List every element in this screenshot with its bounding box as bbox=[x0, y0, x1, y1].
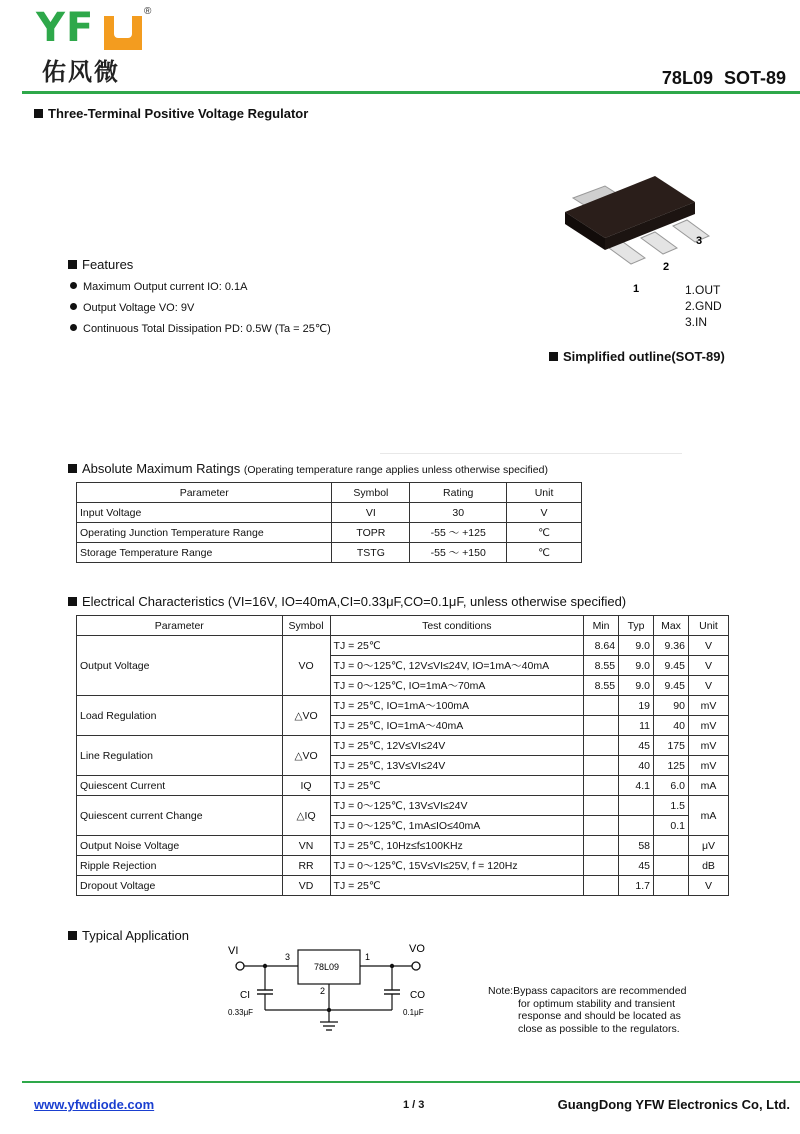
cell-max bbox=[654, 876, 689, 896]
application-heading: Typical Application bbox=[68, 928, 189, 943]
col-unit: Unit bbox=[507, 483, 582, 503]
cell-min bbox=[584, 876, 619, 896]
pin-in-number: 3 bbox=[285, 952, 291, 962]
col-test-conditions: Test conditions bbox=[330, 616, 584, 636]
cell-typ bbox=[619, 796, 654, 816]
pin-number-1: 1 bbox=[633, 283, 640, 295]
table-row bbox=[77, 856, 729, 876]
cell-parameter: Input Voltage bbox=[77, 503, 332, 523]
cell-unit: dB bbox=[688, 856, 728, 876]
cell-parameter: Dropout Voltage bbox=[77, 876, 283, 896]
feature-item: Maximum Output current IO: 0.1A bbox=[70, 280, 331, 301]
table-header-row bbox=[77, 616, 729, 636]
pin-number-3: 3 bbox=[696, 235, 703, 247]
cell-typ: 45 bbox=[619, 856, 654, 876]
page-number: 1 / 3 bbox=[403, 1099, 425, 1111]
col-parameter: Parameter bbox=[77, 483, 332, 503]
cell-min: 8.64 bbox=[584, 636, 619, 656]
cell-rating: -55 ～ +150 bbox=[410, 543, 507, 563]
col-max: Max bbox=[654, 616, 689, 636]
cell-min: 8.55 bbox=[584, 676, 619, 696]
cell-symbol: IQ bbox=[282, 776, 330, 796]
abs-max-heading: Absolute Maximum Ratings (Operating temperature range applies unless otherwise specified) bbox=[68, 461, 548, 476]
cell-symbol: △VO bbox=[282, 736, 330, 776]
cell-symbol: △IQ bbox=[282, 796, 330, 836]
cell-parameter: Output Voltage bbox=[77, 636, 283, 696]
col-symbol: Symbol bbox=[332, 483, 410, 503]
cell-min bbox=[584, 716, 619, 736]
note-line: close as possible to the regulators. bbox=[518, 1022, 680, 1035]
document-title: Three-Terminal Positive Voltage Regulator bbox=[34, 106, 308, 121]
cell-max bbox=[654, 856, 689, 876]
electrical-heading: Electrical Characteristics (VI=16V, IO=40mA,CI=0.33μF,CO=0.1μF, unless otherwise specified) bbox=[68, 594, 626, 609]
cell-typ: 9.0 bbox=[619, 676, 654, 696]
table-row bbox=[77, 876, 729, 896]
ci-label: CI bbox=[240, 990, 250, 1001]
table-row bbox=[77, 543, 582, 563]
vo-label: VO bbox=[409, 943, 425, 955]
pin-gnd-number: 2 bbox=[320, 986, 326, 996]
pin-3-label: 3.IN bbox=[685, 315, 708, 329]
cell-test-condition: TJ = 25℃ bbox=[330, 876, 584, 896]
col-unit: Unit bbox=[688, 616, 728, 636]
cell-min bbox=[584, 756, 619, 776]
cell-unit: V bbox=[688, 876, 728, 896]
cell-unit: mV bbox=[688, 756, 728, 776]
cell-unit: μV bbox=[688, 836, 728, 856]
registered-mark: ® bbox=[144, 6, 152, 17]
cell-parameter: Load Regulation bbox=[77, 696, 283, 736]
cell-unit: V bbox=[507, 503, 582, 523]
cell-rating: 30 bbox=[410, 503, 507, 523]
cell-min bbox=[584, 836, 619, 856]
table-row bbox=[77, 636, 729, 656]
cell-max: 0.1 bbox=[654, 816, 689, 836]
co-label: CO bbox=[410, 990, 425, 1001]
note-line: for optimum stability and transient bbox=[518, 997, 675, 1010]
cell-parameter: Line Regulation bbox=[77, 736, 283, 776]
cell-max: 90 bbox=[654, 696, 689, 716]
company-logo bbox=[36, 6, 156, 86]
outline-caption: Simplified outline(SOT-89) bbox=[549, 349, 725, 364]
cell-min bbox=[584, 736, 619, 756]
cell-parameter: Ripple Rejection bbox=[77, 856, 283, 876]
electrical-characteristics-table bbox=[76, 615, 729, 896]
table-row bbox=[77, 736, 729, 756]
cell-max: 9.45 bbox=[654, 676, 689, 696]
cell-symbol: VI bbox=[332, 503, 410, 523]
cell-unit: V bbox=[688, 656, 728, 676]
cell-test-condition: TJ = 0～125℃, IO=1mA～70mA bbox=[330, 676, 584, 696]
cell-max bbox=[654, 836, 689, 856]
logo-w-mark bbox=[104, 16, 142, 50]
cell-parameter: Storage Temperature Range bbox=[77, 543, 332, 563]
ci-value: 0.33μF bbox=[228, 1008, 254, 1017]
cell-max: 6.0 bbox=[654, 776, 689, 796]
cell-symbol: △VO bbox=[282, 696, 330, 736]
table-header-row bbox=[77, 483, 582, 503]
pin-1-label: 1.OUT bbox=[685, 283, 721, 297]
note-line: response and should be located as bbox=[518, 1010, 681, 1022]
pin-number-2: 2 bbox=[663, 261, 670, 273]
cell-max: 9.36 bbox=[654, 636, 689, 656]
cell-min bbox=[584, 696, 619, 716]
cell-max: 1.5 bbox=[654, 796, 689, 816]
col-parameter: Parameter bbox=[77, 616, 283, 636]
cell-test-condition: TJ = 25℃, IO=1mA～40mA bbox=[330, 716, 584, 736]
cell-unit: ℃ bbox=[507, 543, 582, 563]
cell-max: 40 bbox=[654, 716, 689, 736]
cell-test-condition: TJ = 0～125℃, 15V≤VI≤25V, f = 120Hz bbox=[330, 856, 584, 876]
cell-max: 9.45 bbox=[654, 656, 689, 676]
cell-symbol: TOPR bbox=[332, 523, 410, 543]
cell-test-condition: TJ = 0～125℃, 12V≤VI≤24V, IO=1mA～40mA bbox=[330, 656, 584, 676]
cell-symbol: TSTG bbox=[332, 543, 410, 563]
cell-test-condition: TJ = 25℃ bbox=[330, 636, 584, 656]
col-typ: Typ bbox=[619, 616, 654, 636]
cell-max: 125 bbox=[654, 756, 689, 776]
website-link[interactable]: www.yfwdiode.com bbox=[34, 1097, 155, 1112]
cell-max: 175 bbox=[654, 736, 689, 756]
cell-symbol: VO bbox=[282, 636, 330, 696]
note-line: Note:Bypass capacitors are recommended bbox=[488, 985, 687, 997]
col-min: Min bbox=[584, 616, 619, 636]
feature-item: Continuous Total Dissipation PD: 0.5W (Ta = 25℃) bbox=[70, 322, 331, 343]
company-name: GuangDong YFW Electronics Co, Ltd. bbox=[557, 1097, 790, 1112]
table-row bbox=[77, 776, 729, 796]
cell-test-condition: TJ = 25℃, 13V≤VI≤24V bbox=[330, 756, 584, 776]
table-row bbox=[77, 523, 582, 543]
cell-test-condition: TJ = 0～125℃, 1mA≤IO≤40mA bbox=[330, 816, 584, 836]
cell-parameter: Operating Junction Temperature Range bbox=[77, 523, 332, 543]
features-heading: Features bbox=[68, 257, 133, 272]
sot89-package-drawing bbox=[555, 150, 715, 300]
cell-typ: 11 bbox=[619, 716, 654, 736]
cell-unit: mA bbox=[688, 776, 728, 796]
cell-unit: mA bbox=[688, 796, 728, 836]
col-symbol: Symbol bbox=[282, 616, 330, 636]
cell-unit: mV bbox=[688, 736, 728, 756]
cell-min bbox=[584, 776, 619, 796]
cell-unit: mV bbox=[688, 716, 728, 736]
cell-parameter: Output Noise Voltage bbox=[77, 836, 283, 856]
co-value: 0.1μF bbox=[403, 1008, 424, 1017]
feature-item: Output Voltage VO: 9V bbox=[70, 301, 331, 322]
cell-rating: -55 ～ +125 bbox=[410, 523, 507, 543]
cell-unit: ℃ bbox=[507, 523, 582, 543]
cell-typ: 1.7 bbox=[619, 876, 654, 896]
cell-symbol: VN bbox=[282, 836, 330, 856]
part-model-title: 78L09 SOT-89 bbox=[661, 68, 786, 88]
cell-typ: 9.0 bbox=[619, 636, 654, 656]
cell-min: 8.55 bbox=[584, 656, 619, 676]
ic-label: 78L09 bbox=[314, 962, 340, 972]
cell-typ: 19 bbox=[619, 696, 654, 716]
table-row bbox=[77, 503, 582, 523]
cell-typ: 4.1 bbox=[619, 776, 654, 796]
header-divider bbox=[22, 91, 800, 94]
table-row bbox=[77, 796, 729, 816]
cell-symbol: VD bbox=[282, 876, 330, 896]
logo-chinese-name: 佑风微 bbox=[42, 58, 120, 86]
cell-parameter: Quiescent Current bbox=[77, 776, 283, 796]
typical-application-circuit bbox=[220, 938, 450, 1038]
footer-divider bbox=[22, 1081, 800, 1083]
cell-typ bbox=[619, 816, 654, 836]
cell-min bbox=[584, 816, 619, 836]
pin-2-label: 2.GND bbox=[685, 299, 722, 313]
cell-unit: V bbox=[688, 636, 728, 656]
pin-out-number: 1 bbox=[365, 952, 371, 962]
cell-typ: 58 bbox=[619, 836, 654, 856]
faint-divider bbox=[380, 453, 682, 454]
features-list bbox=[70, 280, 331, 343]
application-note bbox=[488, 985, 686, 1035]
cell-test-condition: TJ = 25℃, 10Hz≤f≤100KHz bbox=[330, 836, 584, 856]
cell-test-condition: TJ = 0～125℃, 13V≤VI≤24V bbox=[330, 796, 584, 816]
cell-unit: V bbox=[688, 676, 728, 696]
table-row bbox=[77, 696, 729, 716]
cell-unit: mV bbox=[688, 696, 728, 716]
pin-list bbox=[685, 282, 722, 330]
cell-parameter: Quiescent current Change bbox=[77, 796, 283, 836]
col-rating: Rating bbox=[410, 483, 507, 503]
cell-typ: 9.0 bbox=[619, 656, 654, 676]
cell-min bbox=[584, 796, 619, 816]
cell-test-condition: TJ = 25℃, IO=1mA～100mA bbox=[330, 696, 584, 716]
table-row bbox=[77, 836, 729, 856]
cell-test-condition: TJ = 25℃, 12V≤VI≤24V bbox=[330, 736, 584, 756]
abs-max-table bbox=[76, 482, 582, 563]
cell-typ: 40 bbox=[619, 756, 654, 776]
cell-typ: 45 bbox=[619, 736, 654, 756]
vi-label: VI bbox=[228, 945, 239, 957]
logo-brand-text: YF bbox=[36, 5, 95, 51]
cell-symbol: RR bbox=[282, 856, 330, 876]
cell-min bbox=[584, 856, 619, 876]
cell-test-condition: TJ = 25℃ bbox=[330, 776, 584, 796]
